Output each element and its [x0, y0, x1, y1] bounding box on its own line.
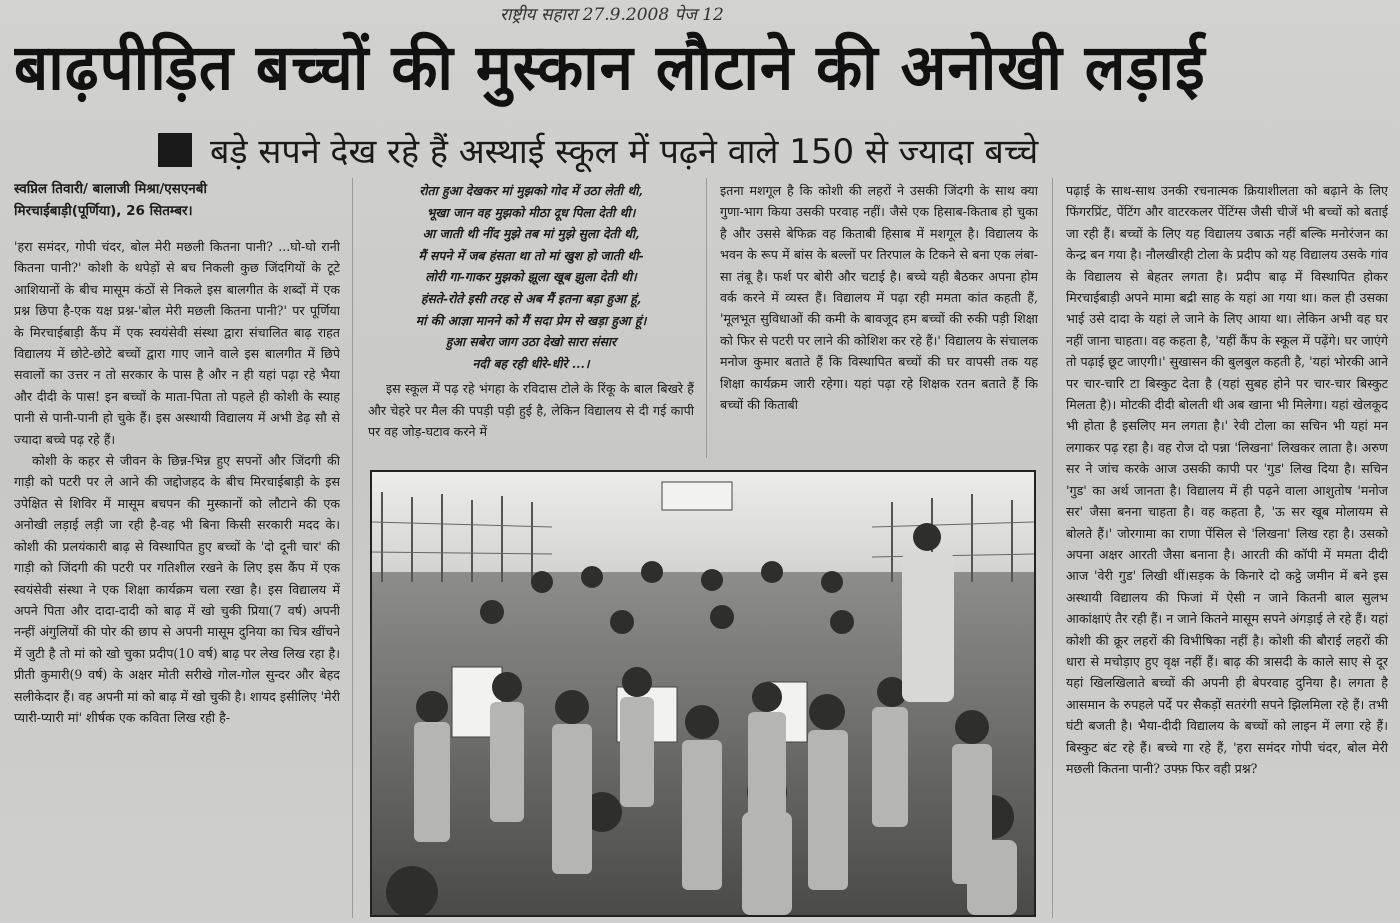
poem-line: हंसते-रोते इसी तरह से अब मैं इतना बड़ा हुआ हूं, [420, 290, 642, 306]
poem-line: रोता हुआ देखकर मां मुझको गोद में उठा लेती थी, [419, 183, 643, 198]
poem-line: नदी बह रही धीरे-धीरे ...। [472, 355, 590, 371]
paragraph: कोशी के कहर से जीवन के छिन्न-भिन्न हुए सपनों और जिंदगी की गाड़ी को पटरी पर ले आने की जद्दोजहद के बीच मिरचाईबाड़ी के इस उपेक्षित से शिविर में मासूम बचपन की मुस्कानों को लौटाने की एक अनोखी लड़ाई लड़ी जा रही है-वह भी बिना किसी सरकारी मदद के। कोशी की प्रलयंकारी बाढ़ से विस्थापित हुए बच्चों के 'दो दूनी चार' की गाड़ी को जिंदगी की पटरी पर गतिशील रखने के लिए इस कैंप में एक स्वयंसेवी संस्था ने एक शिक्षा कार्यक्रम चला रखा है। इस विद्यालय में अपने पिता और दादा-दादी को बाढ़ में खो चुकी प्रिया(7 वर्ष) अपनी नन्हीं अंगुलियों की पोर की छाप से अपनी मासूम दुनिया का चित्र खींचने में जुटी है तो मां को खो चुका प्रदीप(10 वर्ष) बाढ़ पर लेख लिख रहा है। प्रीती कुमारी(9 वर्ष) के अक्षर मोती सरीखे गोल-गोल सुन्दर और बेहद सलीकेदार हैं। वह अपनी मां को बाढ़ में खो चुकी है। शायद इसीलिए 'मेरी प्यारी-प्यारी मां' शीर्षक एक कविता लिख रही है- [14, 453, 340, 725]
byline [14, 178, 340, 222]
article-column-1 [14, 178, 340, 918]
column-divider [352, 178, 353, 918]
photo-illustration [372, 472, 1034, 915]
square-bullet-icon [158, 133, 192, 167]
poem [368, 180, 694, 374]
photo-children-procession [370, 470, 1036, 917]
column-divider [706, 178, 707, 458]
poem-line: मैं सपने में जब हंसता था तो मां खुश हो जाती थी- [418, 247, 644, 263]
headline: बाढ़पीड़ित बच्चों की मुस्कान लौटाने की अनोखी लड़ाई [14, 31, 1206, 105]
poem-line: लोरी गा-गाकर मुझको झूला खूब झुला देती थी। [425, 269, 637, 285]
article-column-4 [1066, 180, 1388, 920]
poem-line: भूखा जान वह मुझको मीठा दूध पिला देती थी। [426, 204, 636, 220]
subheadline [158, 120, 1358, 180]
byline-dateline: मिरचाईबाड़ी(पूर्णिया), 26 सितम्बर। [14, 203, 193, 219]
poem-line: मां की आज्ञा मानने को मैं सदा प्रेम से खड़ा हुआ हूं। [415, 312, 647, 328]
paragraph: इस स्कूल में पढ़ रहे भंगहा के रविदास टोले के रिंकू के बाल बिखरे हैं और चेहरे पर मैल की पपड़ी पड़ी हुई है, लेकिन विद्यालय से दी गई कापी पर वह जोड़-घटाव करने में [368, 381, 694, 440]
paragraph: 'हरा समंदर, गोपी चंदर, बोल मेरी मछली कितना पानी? ...घो-घो रानी कितना पानी?' कोशी के थपेड़ों से बच निकली कुछ जिंदगियों के टूटे आशियानों के बीच मासूम कंठों से निकले इस बालगीत के शब्दों में एक प्रश्न छिपा है-एक यक्ष प्रश्न-'बोल मेरी मछली कितना पानी?' पर पूर्णिया के मिरचाईबाड़ी कैंप में एक स्वयंसेवी संस्था द्वारा संचालित बाढ़ राहत विद्यालय में छोटे-छोटे बच्चों द्वारा गाए जाने वाले इस बालगीत में छिपे सवालों का उत्तर न तो सरकार के पास है और न ही यहां पढ़ा रहे भैया और दीदी के पास! इन बच्चों के माता-पिता तो पहले ही कोशी के स्याह पानी से पानी-पानी हो चुके हैं। इस अस्थायी विद्यालय में अभी डेढ़ सौ से ज्यादा बच्चे पढ़ रहे हैं। [14, 239, 340, 447]
paragraph: इतना मशगूल है कि कोशी की लहरों ने उसकी जिंदगी के साथ क्या गुणा-भाग किया उसकी परवाह नहीं। जैसे एक हिसाब-किताब हो चुका है और उससे बेफिक्र वह किताबी हिसाब में मशगूल है। विद्यालय के भवन के रूप में बांस के बल्लों पर तिरपाल के टिकने से बना एक लंबा-सा तंबू है। फर्श पर बोरी और चटाई है। बच्चे यही बैठकर अपना होम वर्क करने में व्यस्त हैं। विद्यालय में पढ़ा रही ममता कांत कहती हैं, 'मूलभूत सुविधाओं की कमी के बावजूद हम बच्चों की रुकी पड़ी शिक्षा को फिर से पटरी पर लाने की कोशिश कर रहे हैं।' विद्यालय के संचालक मनोज कुमार बताते हैं कि विस्थापित बच्चों की घर वापसी तक यह शिक्षा कार्यक्रम जारी रहेगा। यहां पढ़ा रहे शिक्षक रतन बताते हैं कि बच्चों की किताबी [720, 183, 1038, 413]
article-column-2 [368, 180, 694, 448]
handwritten-note: राष्ट्रीय सहारा 27.9.2008 पेज 12 [500, 5, 724, 25]
byline-authors: स्वप्निल तिवारी/ बालाजी मिश्रा/एसएनबी [14, 181, 208, 197]
poem-line: आ जाती थी नींद मुझे तब मां मुझे सुला देती थी, [422, 226, 640, 242]
column-divider [1052, 178, 1053, 918]
poem-line: हुआ सबेरा जाग उठा देखो सारा संसार [445, 334, 617, 350]
subheadline-text: बड़े सपने देख रहे हैं अस्थाई स्कूल में पढ़ने वाले 150 से ज्यादा बच्चे [210, 132, 1039, 172]
paragraph: पढ़ाई के साथ-साथ उनकी रचनात्मक क्रियाशीलता को बढ़ाने के लिए फिंगरप्रिंट, पेंटिंग और वाटरकलर पेंटिंग्स जैसी चीजें भी बच्चों को बताई जा रही हैं। बच्चों के लिए यह विद्यालय उबाऊ नहीं बल्कि मनोरंजन का केन्द्र बन गया है। नौलखीरही टोला के प्रदीप को यह विद्यालय उसके गांव के विद्यालय से बेहतर लगता है। प्रदीप बाढ़ में विस्थापित होकर मिरचाईबाड़ी अपने मामा बद्री साह के यहां आ गया था। कल ही उसका भाई उसे दादा के यहां ले जाने के लिए आया था। लेकिन अभी वह घर नहीं जाना चाहता। वह कहता है, 'यहीं कैंप के स्कूल में पढ़ेंगे। घर जाएंगे तो पढ़ाई छूट जाएगी।' सुखासन की बुलबुल कहती है, 'यहां भोरकी आने पर चार-चारि टा बिस्कुट देता है (यहां सुबह होने पर चार-चार बिस्कुट मिलता है)। मोटकी दीदी बोलती थी अब खाना भी मिलेगा। यहां खेलकूद भी होता है इसलिए मन लगता है।' रेवी टोला का सचिन भी यहां मन लगाकर पढ़ रहा है। वह रोज दो पन्ना 'लिखना' लिखकर लाता है। अरुण सर ने जांच करके आज उसकी कापी पर 'गुड' लिख दिया है। सचिन 'गुड' का अर्थ जानता है। विद्यालय में ही पढ़ने वाला आशुतोष 'मनोज सर' जैसा बनना चाहता है। वह कहता है, 'ऊ सर खूब मोलायम से बोलते हैं।' जोरगामा का राणा पेंसिल से 'लिखना' लिख रहा है। उसको अपना अक्षर आरती जैसा बनाना है। आरती की कॉपी में ममता दीदी आज 'वेरी गुड' लिखी थीं।सड़क के किनारे दो कट्ठे जमीन में बने इस अस्थायी विद्यालय की फिजां में ऐसी न जाने कितनी बाल सुलभ आकांक्षाएं तैर रही हैं। न जाने कितने मासूम सपने अंगड़ाई ले रहे हैं। यहां कोशी की क्रूर लहरों की विभीषिका नहीं है। कोशी की बौराई लहरों की धारा से मचोड़ाए हुए वृक्ष नहीं हैं। बाढ़ की त्रासदी के काले साए से दूर यहां खिलखिलाते बच्चों की अपनी ही बेपरवाह दुनिया है। लगता है आसमान के रुपहले पर्दे पर सैकड़ों सतरंगी सपने झिलमिला रहे हैं। तभी घंटी बजती है। भैया-दीदी विद्यालय के बच्चों को लाइन में लगा रहे हैं। बिस्कुट बंट रहे हैं। बच्चे गा रहे हैं, 'हरा समंदर गोपी चंदर, बोल मेरी मछली कितना पानी? उफ्फ़ फिर वही प्रश्न? [1066, 183, 1388, 776]
article-column-3 [720, 180, 1038, 448]
